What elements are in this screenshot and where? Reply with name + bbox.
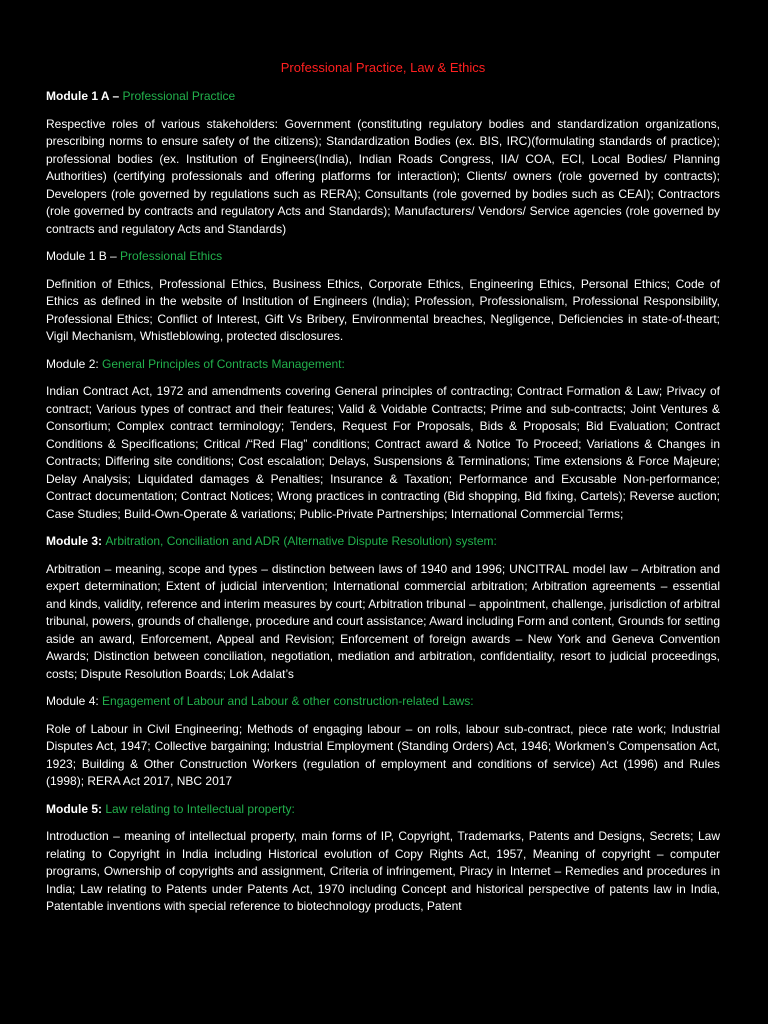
module-name: Professional Practice — [122, 89, 236, 103]
module-heading-4 — [46, 693, 720, 711]
module-heading-1b — [46, 248, 720, 266]
module-prefix: Module 2: — [46, 356, 103, 371]
module-name: Law relating to Intellectual property: — [105, 801, 295, 816]
module-heading-1a — [46, 88, 720, 106]
module-prefix: Module 4: — [46, 694, 103, 708]
module-body-2: Indian Contract Act, 1972 and amendments covering General principles of contracting; Contract Formation & Law; Privacy of contract; Various types of contract and their features; Valid & Voidable Contracts; Prime and sub-contracts; Joint Ventures & Consortium; Complex contract terminology; Tenders, Request For Proposals, Bids & Proposals; Bid Evaluation; Contract Conditions & Specifications; Critical /“Red Flag” conditions; Contract award & Notice To Proceed; Variations & Changes in Contracts; Differing site conditions; Cost escalation; Delays, Suspensions & Terminations; Time extensions & Force Majeure; Delay Analysis; Liquidated damages & Penalties; Insurance & Taxation; Performance and Excusable Non-performance; Contract documentation; Contract Notices; Wrong practices in contracting (Bid shopping, Bid fixing, Cartels); Reverse auction; Case Studies; Build-Own-Operate & variations; Public-Private Partnerships; International Commercial Terms; — [46, 384, 720, 521]
document-page — [46, 58, 720, 926]
module-name: General Principles of Contracts Management: — [102, 356, 345, 371]
module-name: Engagement of Labour and Labour & other construction-related Laws: — [102, 694, 474, 708]
module-body-5: Introduction – meaning of intellectual property, main forms of IP, Copyright, Trademarks, Patents and Designs, Secrets; Law relating to Copyright in India including Historical evolution of Copy Rights Act, 1957, Meaning of copyright – computer programs, Ownership of copyrights and assignment, Criteria of infringement, Piracy in Internet – Remedies and procedures in India; Law relating to Patents under Patents Act, 1970 including Concept and historical perspective of patents law in India, Patentable inventions with special reference to biotechnology products, Patent — [46, 829, 720, 913]
module-name: Arbitration, Conciliation and ADR (Alternative Dispute Resolution) system: — [105, 534, 497, 548]
module-heading-5 — [46, 801, 720, 819]
module-prefix: Module 1 B – — [46, 249, 121, 263]
module-body-4: Role of Labour in Civil Engineering; Methods of engaging labour – on rolls, labour sub-contract, piece rate work; Industrial Disputes Act, 1947; Collective bargaining; Industrial Employment (Standing Orders) Act, 1946; Workmen’s Compensation Act, 1923; Building & Other Construction Workers (regulation of employment and conditions of service) Act (1996) and Rules (1998); RERA Act 2017, NBC 2017 — [46, 721, 720, 788]
module-prefix: Module 5: — [46, 801, 106, 816]
module-name: Professional Ethics — [120, 249, 223, 263]
module-body-1b: Definition of Ethics, Professional Ethics, Business Ethics, Corporate Ethics, Engineering Ethics, Personal Ethics; Code of Ethics as defined in the website of Institution of Engineers (India); Profession, Professionalism, Professional Responsibility, Professional Ethics; Conflict of Interest, Gift Vs Bribery, Environmental breaches, Negligence, Deficiencies in state-of-theart; Vigil Mechanism, Whistleblowing, protected disclosures. — [46, 276, 720, 343]
module-body-1a: Respective roles of various stakeholders: Government (constituting regulatory bodies and standardization organizations, prescribing norms to ensure safety of the citizens); Standardization Bodies (ex. BIS, IRC)(formulating standards of practice); professional bodies (ex. Institution of Engineers(India), Indian Roads Congress, IIA/ COA, ECI, Local Bodies/ Planning Authorities) (certifying professionals and offering platforms for interaction); Clients/ owners (role governed by contracts); Developers (role governed by regulations such as RERA); Consultants (role governed by bodies such as CEAI); Contractors (role governed by contracts and regulatory Acts and Standards); Manufacturers/ Vendors/ Service agencies (role governed by contracts and regulatory Acts and Standards) — [46, 116, 720, 236]
module-prefix: Module 1 A – — [46, 89, 123, 103]
document-title: Professional Practice, Law & Ethics — [280, 60, 486, 75]
module-heading-2 — [46, 356, 720, 374]
module-heading-3 — [46, 533, 720, 551]
module-prefix: Module 3: — [46, 534, 106, 548]
module-body-3: Arbitration – meaning, scope and types – distinction between laws of 1940 and 1996; UNCITRAL model law – Arbitration and expert determination; Extent of judicial intervention; International commercial arbitration; Arbitration agreements – essential and kinds, validity, reference and interim measures by court; Arbitration tribunal – appointment, challenge, jurisdiction of arbitral tribunal, powers, grounds of challenge, procedure and court assistance; Award including Form and content, Grounds for setting aside an award, Enforcement, Appeal and Revision; Enforcement of foreign awards – New York and Geneva Convention Awards; Distinction between conciliation, negotiation, mediation and arbitration, confidentiality, resort to judicial proceedings, costs; Dispute Resolution Boards; Lok Adalat’s — [46, 561, 720, 681]
